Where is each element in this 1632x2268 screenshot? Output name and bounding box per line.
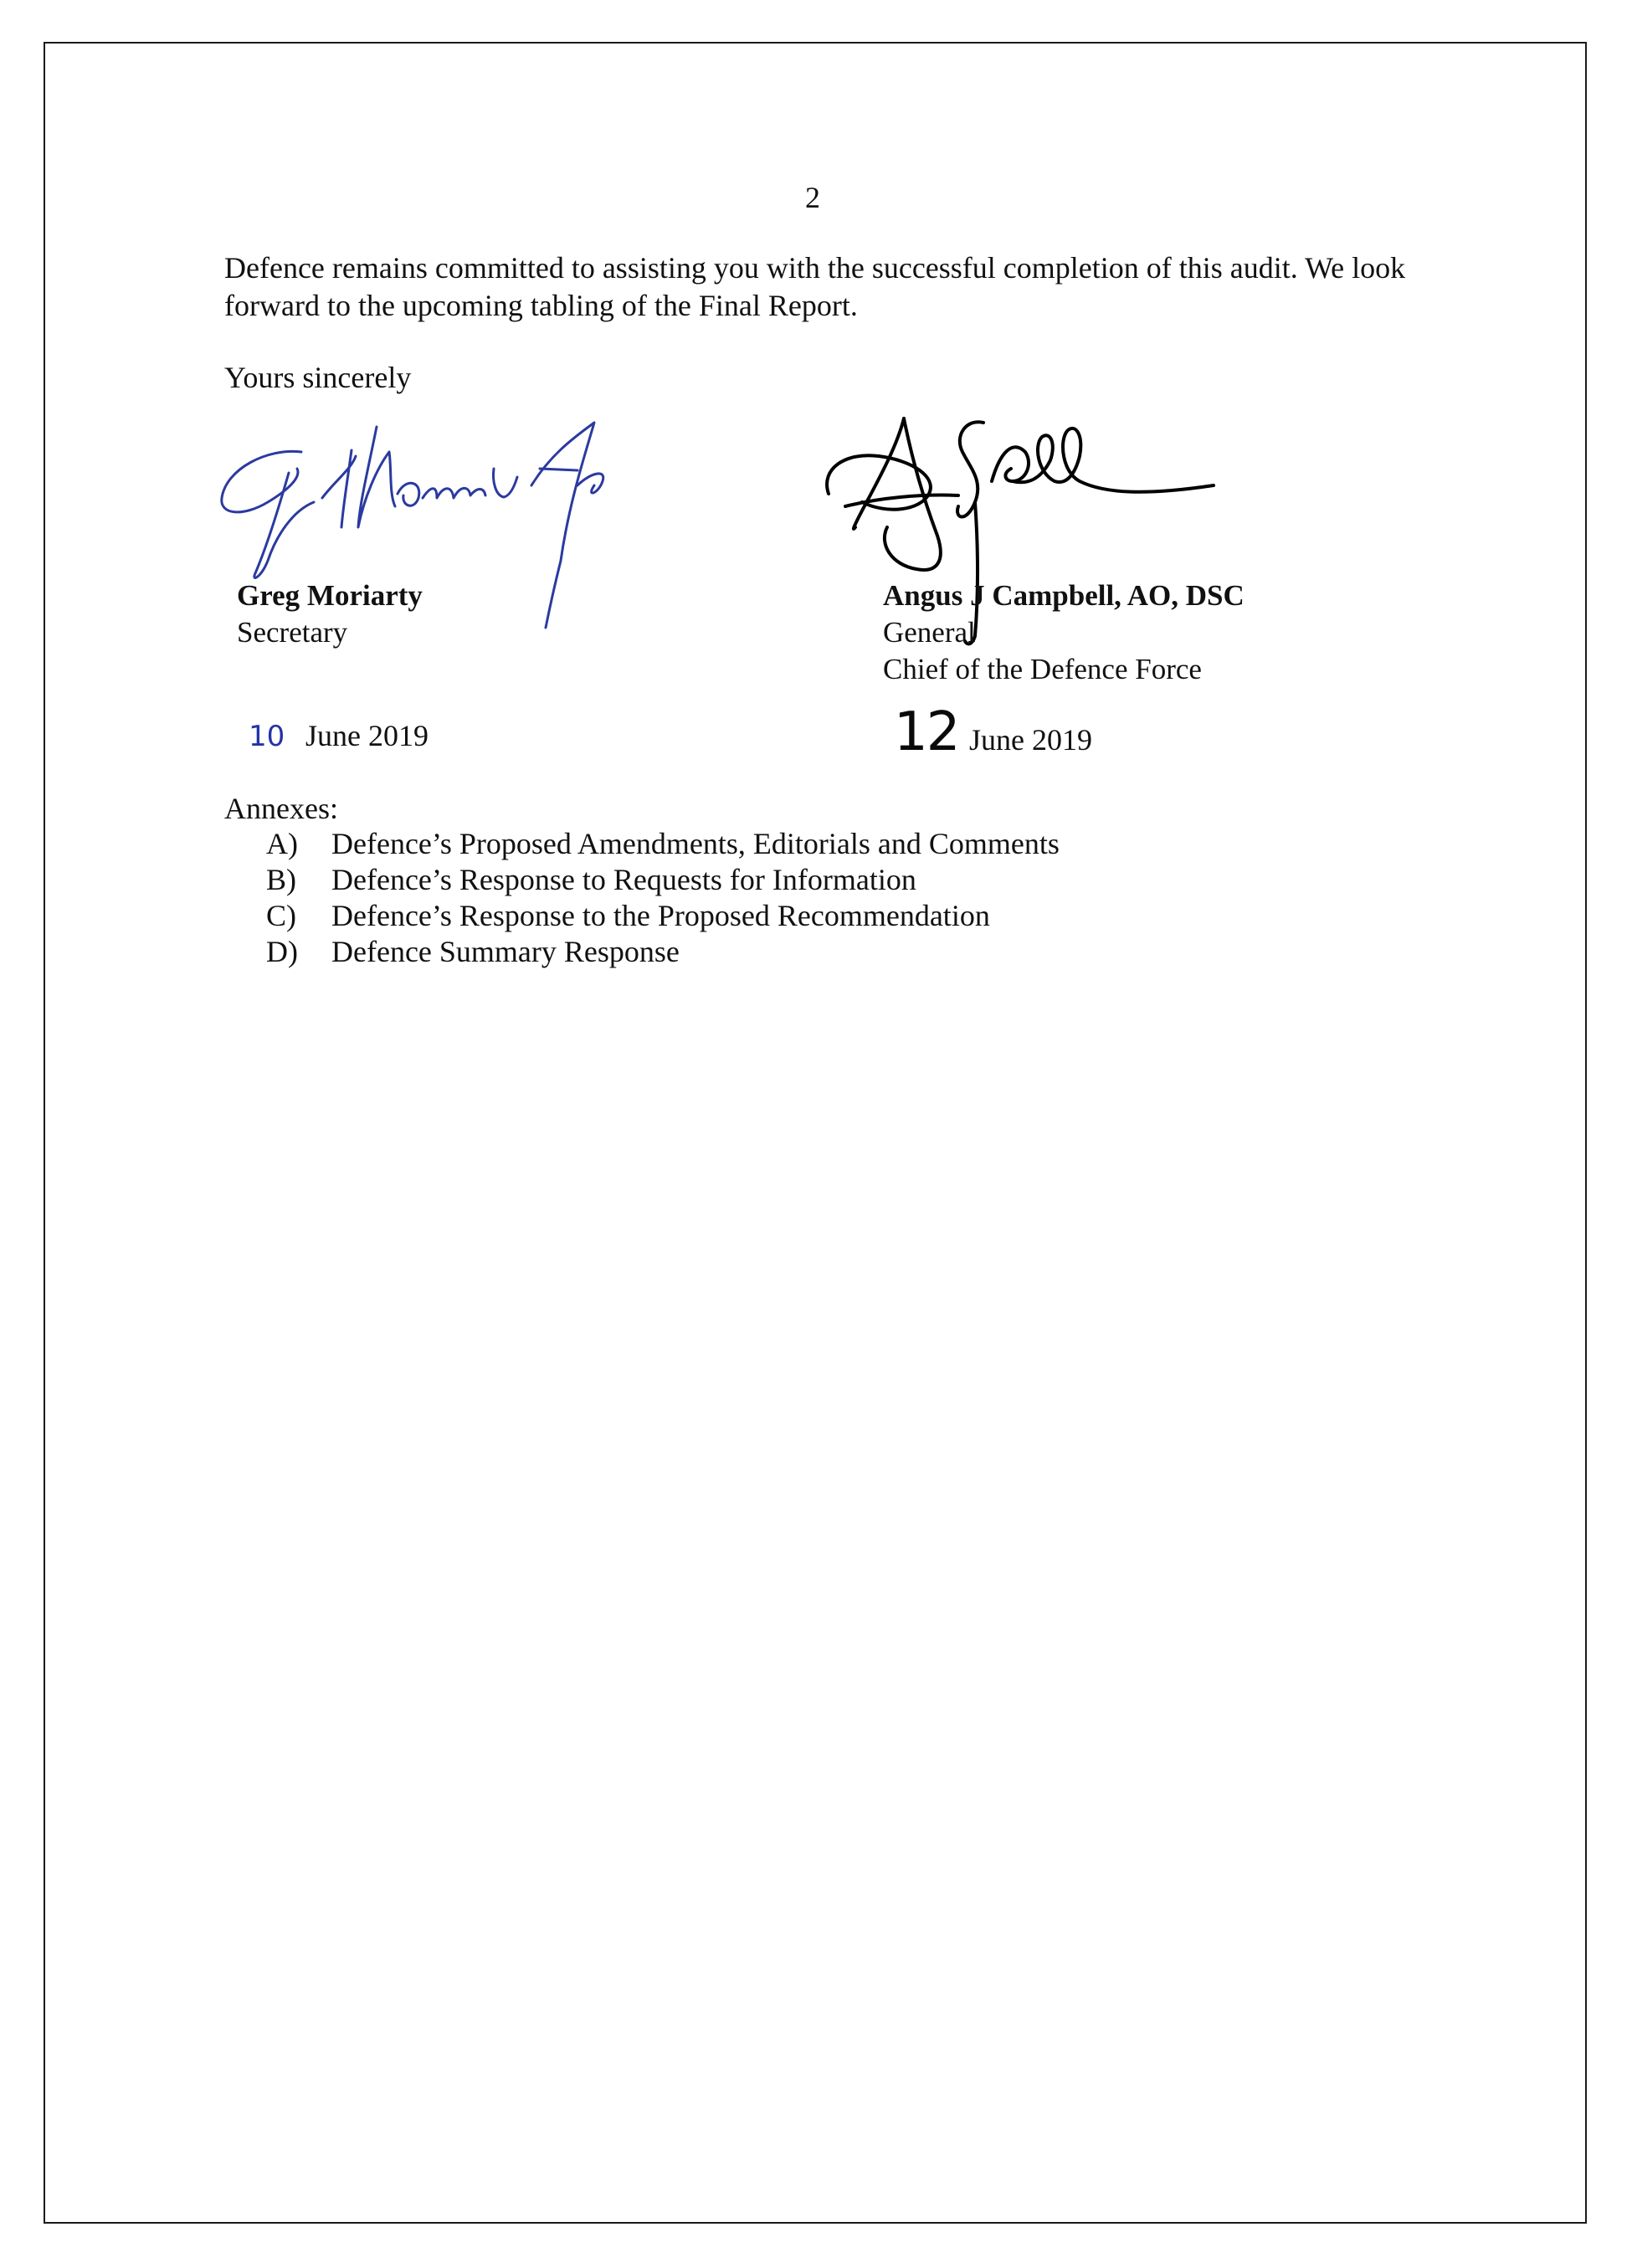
signatory-rank: General [883,616,976,649]
signatory-title: Secretary [237,616,348,649]
list-item [266,898,1060,934]
signatory-campbell [883,577,1245,688]
annex-letter: B) [266,863,296,896]
page-number: 2 [805,181,820,214]
signatory-title: Chief of the Defence Force [883,653,1202,685]
closing-salutation: Yours sincerely [224,361,412,394]
annex-title: Defence’s Proposed Amendments, Editorials and Comments [331,827,1060,860]
annex-letter: D) [266,935,298,968]
signatory-name: Angus J Campbell, AO, DSC [883,579,1245,612]
list-item [266,934,1060,970]
annex-title: Defence Summary Response [331,935,680,968]
list-item [266,862,1060,898]
signatory-moriarty [237,577,423,651]
handwritten-day: 10 [249,720,285,753]
annex-title: Defence’s Response to the Proposed Recommendation [331,899,990,932]
body-paragraph: Defence remains committed to assisting you with the successful completion of this audit. We look forward to the upcoming tabling of the Final Report. [224,251,1406,322]
annexes-heading: Annexes: [224,792,338,825]
annex-letter: A) [266,827,298,860]
date-month-year: June 2019 [969,723,1092,757]
handwritten-day: 12 [894,701,959,763]
signature-date-campbell [894,701,1092,763]
signatory-name: Greg Moriarty [237,579,423,612]
annexes-list [266,826,1060,970]
annex-letter: C) [266,899,296,932]
annex-title: Defence’s Response to Requests for Information [331,863,916,896]
date-month-year: June 2019 [305,719,429,752]
signature-date-moriarty [249,718,429,753]
list-item [266,826,1060,862]
